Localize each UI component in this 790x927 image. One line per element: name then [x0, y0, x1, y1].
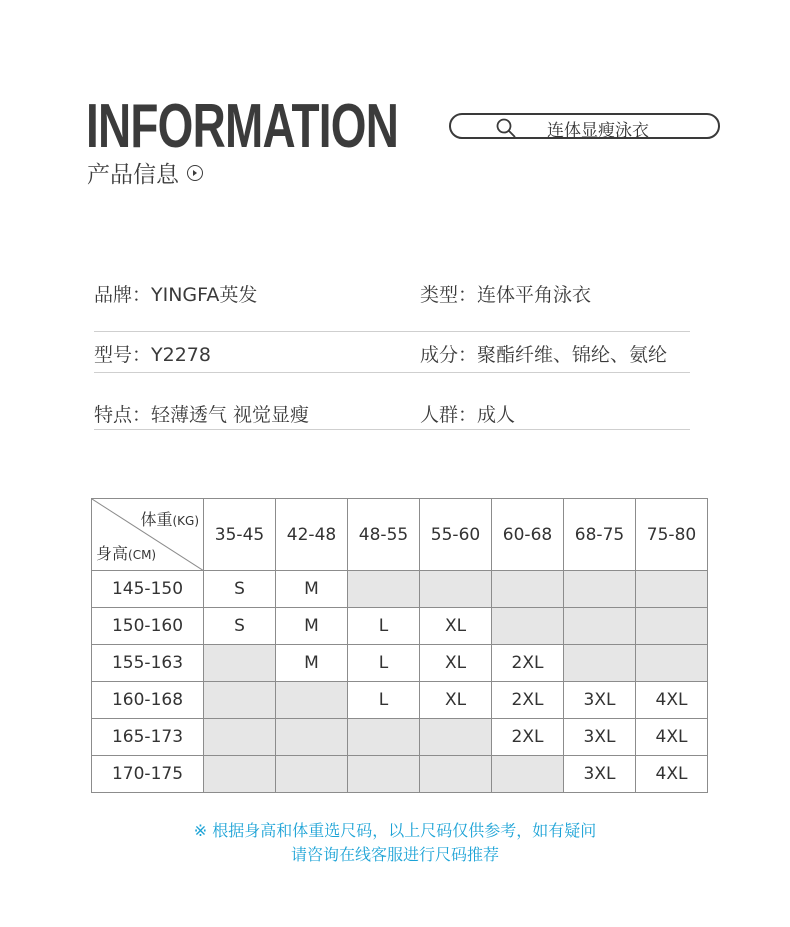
table-row	[92, 756, 708, 793]
size-cell: 3XL	[564, 756, 636, 793]
table-row	[92, 682, 708, 719]
info-feature: 特点：轻薄透气 视觉显瘦	[94, 404, 310, 426]
page-title-en: INFORMATION	[86, 92, 399, 161]
empty-size-cell	[204, 682, 276, 719]
info-row	[94, 280, 690, 332]
weight-label	[140, 507, 199, 530]
table-row	[92, 719, 708, 756]
table-row	[92, 571, 708, 608]
info-brand: 品牌：YINGFA英发	[94, 284, 258, 306]
height-cell: 145-150	[92, 571, 204, 608]
size-cell: 2XL	[492, 682, 564, 719]
size-cell: S	[204, 571, 276, 608]
size-table-header-row	[92, 499, 708, 571]
size-cell: L	[348, 682, 420, 719]
size-cell: 2XL	[492, 719, 564, 756]
info-material: 成分：聚酯纤维、锦纶、氨纶	[420, 344, 668, 366]
empty-size-cell	[492, 608, 564, 645]
size-cell: L	[348, 608, 420, 645]
info-model: 型号：Y2278	[94, 344, 211, 366]
table-row	[92, 608, 708, 645]
empty-size-cell	[636, 608, 708, 645]
empty-size-cell	[420, 571, 492, 608]
height-cell: 150-160	[92, 608, 204, 645]
page-subtitle-text: 产品信息	[87, 162, 179, 188]
size-note-line2: 请咨询在线客服进行尺码推荐	[290, 845, 499, 864]
height-cell: 170-175	[92, 756, 204, 793]
search-bar[interactable]	[449, 113, 720, 139]
size-table	[91, 498, 708, 793]
height-label-text: 身高	[96, 544, 129, 563]
empty-size-cell	[204, 645, 276, 682]
size-cell: M	[276, 645, 348, 682]
size-cell: XL	[420, 645, 492, 682]
weight-header: 42-48	[276, 499, 348, 571]
size-cell: XL	[420, 682, 492, 719]
empty-size-cell	[204, 719, 276, 756]
info-row	[94, 400, 690, 430]
height-unit: (CM)	[128, 548, 157, 562]
empty-size-cell	[276, 719, 348, 756]
empty-size-cell	[564, 608, 636, 645]
size-cell: 4XL	[636, 682, 708, 719]
play-circle-icon[interactable]	[187, 165, 203, 181]
size-cell: M	[276, 571, 348, 608]
height-cell: 155-163	[92, 645, 204, 682]
weight-label-text: 体重	[140, 510, 173, 529]
height-cell: 165-173	[92, 719, 204, 756]
size-cell: M	[276, 608, 348, 645]
search-text: 连体显瘦泳衣	[547, 121, 649, 141]
size-cell: 4XL	[636, 756, 708, 793]
weight-header: 68-75	[564, 499, 636, 571]
table-row	[92, 645, 708, 682]
page-subtitle	[87, 156, 203, 189]
weight-header: 35-45	[204, 499, 276, 571]
size-cell: 2XL	[492, 645, 564, 682]
empty-size-cell	[348, 719, 420, 756]
size-cell: S	[204, 608, 276, 645]
empty-size-cell	[492, 571, 564, 608]
weight-unit: (KG)	[172, 514, 199, 528]
weight-header: 60-68	[492, 499, 564, 571]
empty-size-cell	[636, 645, 708, 682]
empty-size-cell	[348, 571, 420, 608]
height-cell: 160-168	[92, 682, 204, 719]
empty-size-cell	[204, 756, 276, 793]
size-cell: XL	[420, 608, 492, 645]
weight-header: 55-60	[420, 499, 492, 571]
empty-size-cell	[276, 756, 348, 793]
search-icon	[496, 118, 516, 138]
height-label	[96, 541, 156, 564]
size-table-corner	[92, 499, 204, 571]
size-cell: L	[348, 645, 420, 682]
size-note-line1: ※ 根据身高和体重选尺码，以上尺码仅供参考，如有疑问	[193, 821, 597, 840]
weight-header: 75-80	[636, 499, 708, 571]
empty-size-cell	[564, 645, 636, 682]
size-cell: 3XL	[564, 719, 636, 756]
empty-size-cell	[492, 756, 564, 793]
info-audience: 人群：成人	[420, 404, 516, 426]
empty-size-cell	[348, 756, 420, 793]
size-cell: 3XL	[564, 682, 636, 719]
empty-size-cell	[420, 756, 492, 793]
info-type: 类型：连体平角泳衣	[420, 284, 592, 306]
empty-size-cell	[276, 682, 348, 719]
size-cell: 4XL	[636, 719, 708, 756]
empty-size-cell	[420, 719, 492, 756]
info-row	[94, 340, 690, 373]
weight-header: 48-55	[348, 499, 420, 571]
empty-size-cell	[564, 571, 636, 608]
empty-size-cell	[636, 571, 708, 608]
